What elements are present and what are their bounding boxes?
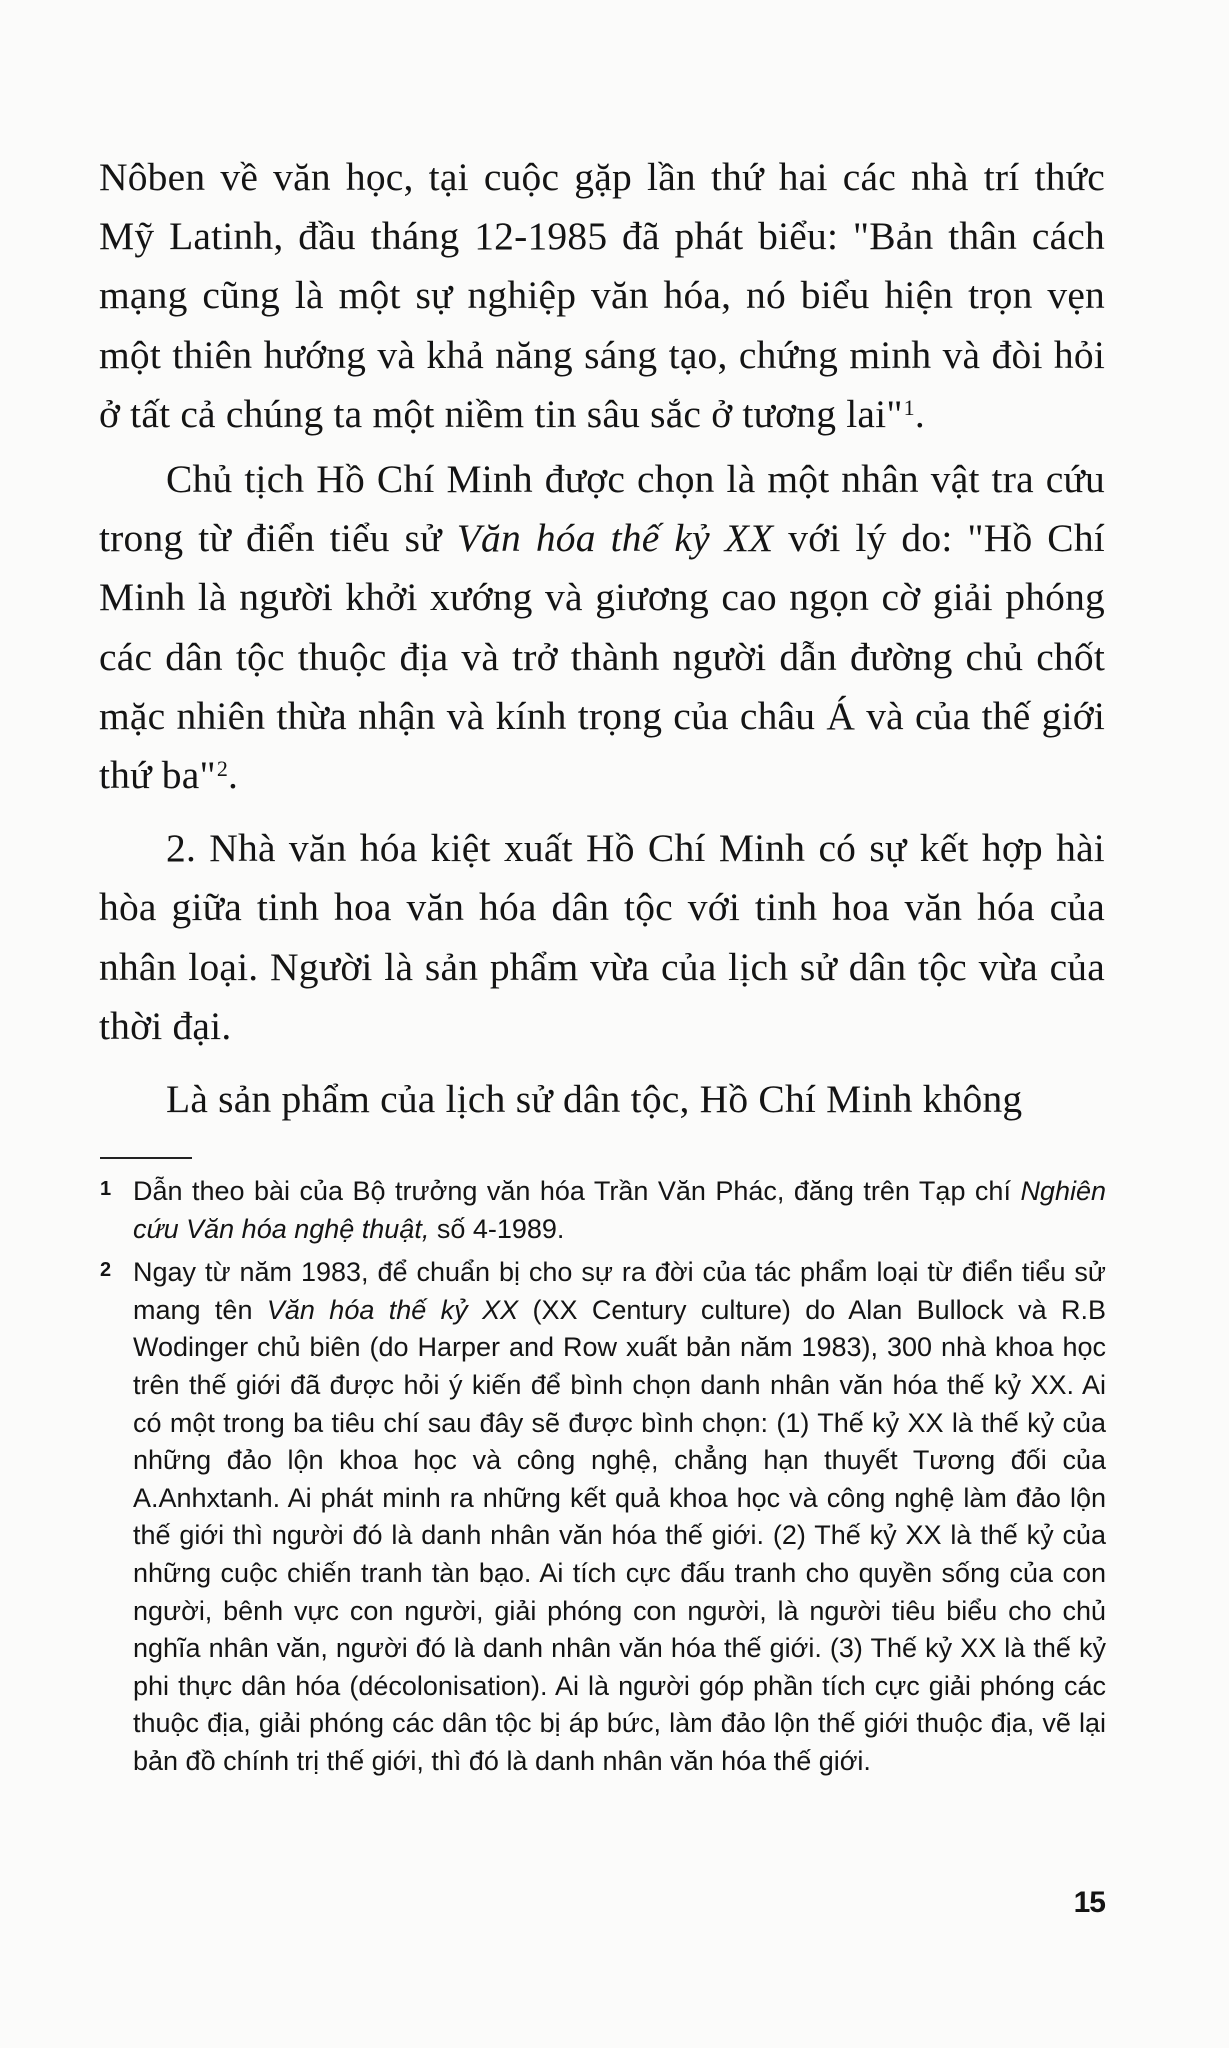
footnotes bbox=[100, 1173, 1106, 1787]
footnote-divider bbox=[100, 1157, 192, 1159]
book-title-italic: Văn hóa thế kỷ XX bbox=[266, 1294, 519, 1325]
paragraph-2: Chủ tịch Hồ Chí Minh được chọn là một nhân vật tra cứu trong từ điển tiểu sử Văn hóa thế kỷ XX với lý do: "Hồ Chí Minh là người khởi xướng và giương cao ngọn cờ giải phóng các dân tộc thuộc địa và trở thành người dẫn đường chủ chốt mặc nhiên thừa nhận và kính trọng của châu Á và của thế giới thứ ba"$^2$. bbox=[99, 457, 1105, 798]
footnote-ref-2[interactable]: 2 bbox=[216, 756, 229, 782]
page-number: 15 bbox=[1073, 1886, 1105, 1919]
main-text bbox=[99, 148, 1105, 1129]
paragraph-4: Là sản phẩm của lịch sử dân tộc, Hồ Chí Minh không bbox=[166, 1077, 1023, 1122]
footnote-1: 1 Dẫn theo bài của Bộ trưởng văn hóa Trần Văn Phác, đăng trên Tạp chí Nghiên cứu Văn hóa nghệ thuật, số 4-1989. bbox=[100, 1176, 1106, 1244]
footnote-number: 2 bbox=[100, 1259, 112, 1282]
footnote-ref-1[interactable]: 1 bbox=[903, 394, 915, 420]
paragraph-3: 2. Nhà văn hóa kiệt xuất Hồ Chí Minh có sự kết hợp hài hòa giữa tinh hoa văn hóa dân tộc với tinh hoa văn hóa của nhân loại. Người là sản phẩm vừa của lịch sử dân tộc vừa của thời đại. bbox=[99, 826, 1105, 1048]
journal-title-italic: Nghiên cứu Văn hóa nghệ thuật, bbox=[133, 1176, 1106, 1244]
paragraph-1: Nôben về văn học, tại cuộc gặp lần thứ hai các nhà trí thức Mỹ Latinh, đầu tháng 12-1985 đã phát biểu: "Bản thân cách mạng cũng là một sự nghiệp văn hóa, nó biểu hiện trọn vẹn một thiên hướng và khả năng sáng tạo, chứng minh và đòi hỏi ở tất cả chúng ta một niềm tin sâu sắc ở tương lai"$^1$. bbox=[99, 155, 1105, 436]
footnote-2: 2 Ngay từ năm 1983, để chuẩn bị cho sự ra đời của tác phẩm loại từ điển tiểu sử mang tên Văn hóa thế kỷ XX (XX Century culture) do Alan Bullock và R.B Wodinger chủ biên (do Harper and Row xuất bản năm 1983), 300 nhà khoa học trên thế giới đã được hỏi ý kiến để bình chọn danh nhân văn hóa thế kỷ XX. Ai có một trong ba tiêu chí sau đây sẽ được bình chọn: (1) Thế kỷ XX là thế kỷ của những đảo lộn khoa học và công nghệ, chẳng hạn thuyết Tương đối của A.Anhxtanh. Ai phát minh ra những kết quả khoa học và công nghệ làm đảo lộn thế giới thì người đó là danh nhân văn hóa thế giới. (2) Thế kỷ XX là thế kỷ của những cuộc chiến tranh tàn bạo. Ai tích cực đấu tranh cho quyền sống của con người, bênh vực con người, giải phóng con người, là người tiêu biểu cho chủ nghĩa nhân văn, người đó là danh nhân văn hóa thế giới. (3) Thế kỷ XX là thế kỷ phi thực dân hóa (décolonisation). Ai là người góp phần tích cực giải phóng các thuộc địa, giải phóng các dân tộc bị áp bức, làm đảo lộn thế giới thuộc địa, vẽ lại bản đồ chính trị thế giới, thì đó là danh nhân văn hóa thế giới. bbox=[100, 1257, 1106, 1776]
footnote-number: 1 bbox=[100, 1178, 112, 1200]
book-title-italic: Văn hóa thế kỷ XX bbox=[456, 516, 774, 561]
